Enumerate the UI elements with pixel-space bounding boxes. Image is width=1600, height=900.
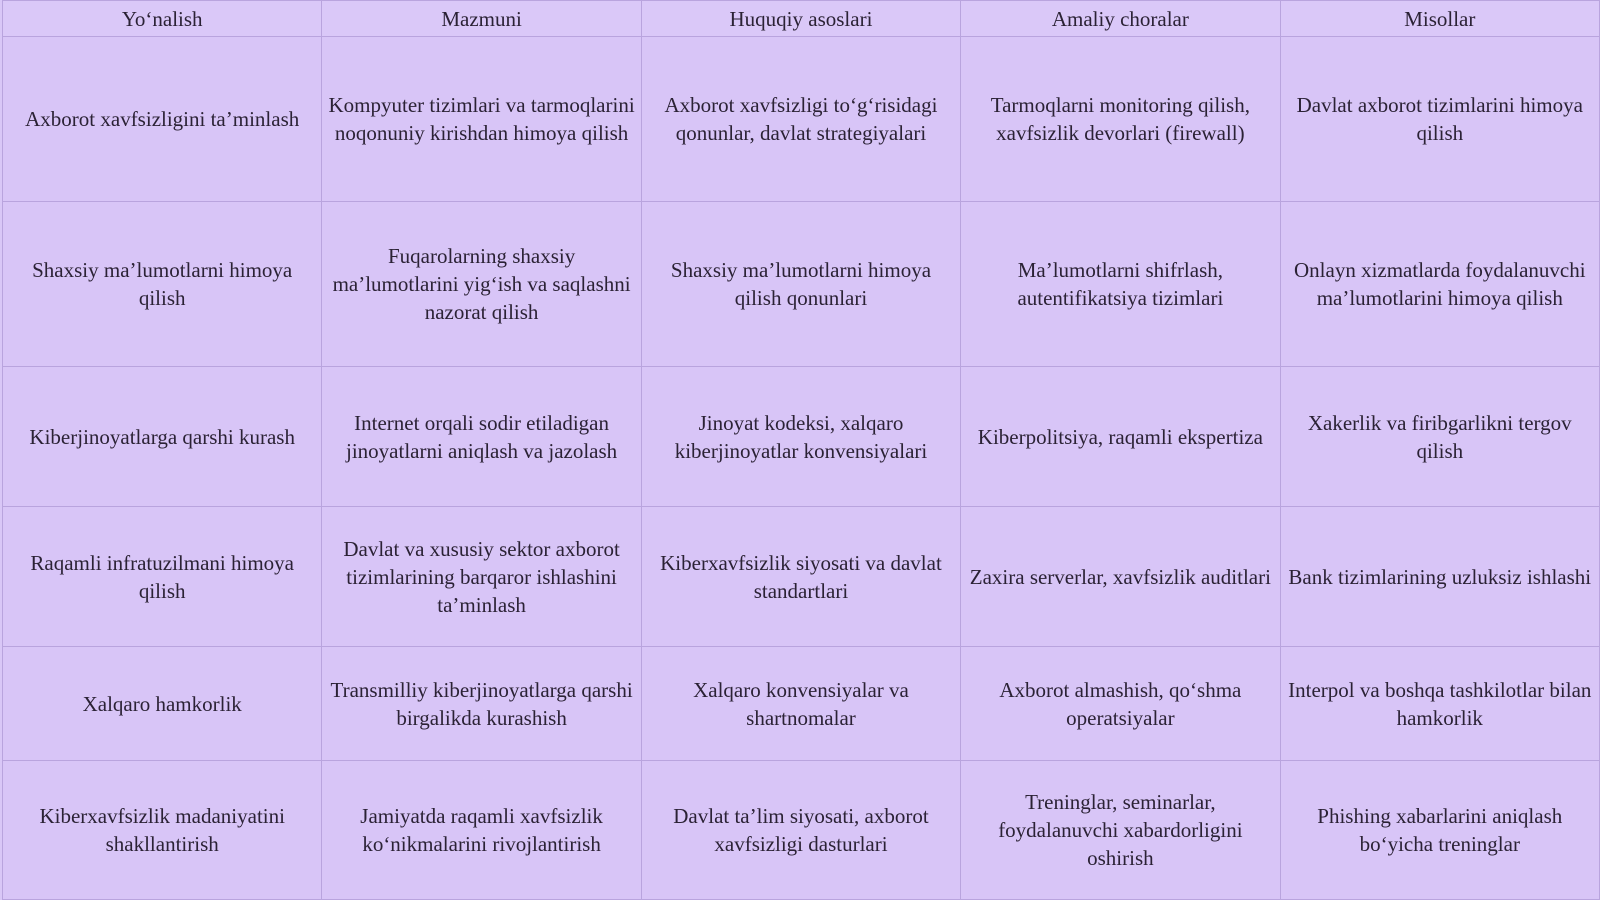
cell-legal-basis: Davlat ta’lim siyosati, axborot xavfsizligi dasturlari: [641, 761, 960, 900]
cell-direction: Xalqaro hamkorlik: [3, 647, 322, 761]
cybersecurity-table-container: [2, 0, 1600, 899]
cell-direction: Kiberjinoyatlarga qarshi kurash: [3, 367, 322, 507]
cell-direction: Shaxsiy ma’lumotlarni himoya qilish: [3, 202, 322, 367]
cell-legal-basis: Shaxsiy ma’lumotlarni himoya qilish qonunlari: [641, 202, 960, 367]
cell-content: Transmilliy kiberjinoyatlarga qarshi birgalikda kurashish: [322, 647, 641, 761]
table-row: [3, 202, 1600, 367]
cell-examples: Davlat axborot tizimlarini himoya qilish: [1280, 37, 1599, 202]
header-direction: Yo‘nalish: [3, 1, 322, 37]
table-header-row: [3, 1, 1600, 37]
header-examples: Misollar: [1280, 1, 1599, 37]
table-row: [3, 647, 1600, 761]
cell-legal-basis: Jinoyat kodeksi, xalqaro kiberjinoyatlar konvensiyalari: [641, 367, 960, 507]
cell-examples: Xakerlik va firibgarlikni tergov qilish: [1280, 367, 1599, 507]
cell-direction: Raqamli infratuzilmani himoya qilish: [3, 507, 322, 647]
cell-practical-measures: Treninglar, seminarlar, foydalanuvchi xabardorligini oshirish: [961, 761, 1280, 900]
table-row: [3, 37, 1600, 202]
cell-examples: Phishing xabarlarini aniqlash bo‘yicha treninglar: [1280, 761, 1599, 900]
header-practical-measures: Amaliy choralar: [961, 1, 1280, 37]
cell-direction: Axborot xavfsizligini ta’minlash: [3, 37, 322, 202]
cell-content: Jamiyatda raqamli xavfsizlik ko‘nikmalarini rivojlantirish: [322, 761, 641, 900]
cell-practical-measures: Tarmoqlarni monitoring qilish, xavfsizlik devorlari (firewall): [961, 37, 1280, 202]
table-row: [3, 507, 1600, 647]
header-content: Mazmuni: [322, 1, 641, 37]
cell-content: Internet orqali sodir etiladigan jinoyatlarni aniqlash va jazolash: [322, 367, 641, 507]
cell-legal-basis: Axborot xavfsizligi to‘g‘risidagi qonunlar, davlat strategiyalari: [641, 37, 960, 202]
cybersecurity-table: [2, 0, 1600, 900]
cell-practical-measures: Ma’lumotlarni shifrlash, autentifikatsiya tizimlari: [961, 202, 1280, 367]
cell-content: Kompyuter tizimlari va tarmoqlarini noqonuniy kirishdan himoya qilish: [322, 37, 641, 202]
header-legal-basis: Huquqiy asoslari: [641, 1, 960, 37]
cell-content: Davlat va xususiy sektor axborot tizimlarining barqaror ishlashini ta’minlash: [322, 507, 641, 647]
cell-examples: Onlayn xizmatlarda foydalanuvchi ma’lumotlarini himoya qilish: [1280, 202, 1599, 367]
table-row: [3, 761, 1600, 900]
cell-legal-basis: Kiberxavfsizlik siyosati va davlat standartlari: [641, 507, 960, 647]
cell-examples: Interpol va boshqa tashkilotlar bilan hamkorlik: [1280, 647, 1599, 761]
table-row: [3, 367, 1600, 507]
cell-legal-basis: Xalqaro konvensiyalar va shartnomalar: [641, 647, 960, 761]
cell-practical-measures: Axborot almashish, qo‘shma operatsiyalar: [961, 647, 1280, 761]
cell-direction: Kiberxavfsizlik madaniyatini shakllantirish: [3, 761, 322, 900]
cell-practical-measures: Zaxira serverlar, xavfsizlik auditlari: [961, 507, 1280, 647]
cell-practical-measures: Kiberpolitsiya, raqamli ekspertiza: [961, 367, 1280, 507]
cell-content: Fuqarolarning shaxsiy ma’lumotlarini yig‘ish va saqlashni nazorat qilish: [322, 202, 641, 367]
cell-examples: Bank tizimlarining uzluksiz ishlashi: [1280, 507, 1599, 647]
